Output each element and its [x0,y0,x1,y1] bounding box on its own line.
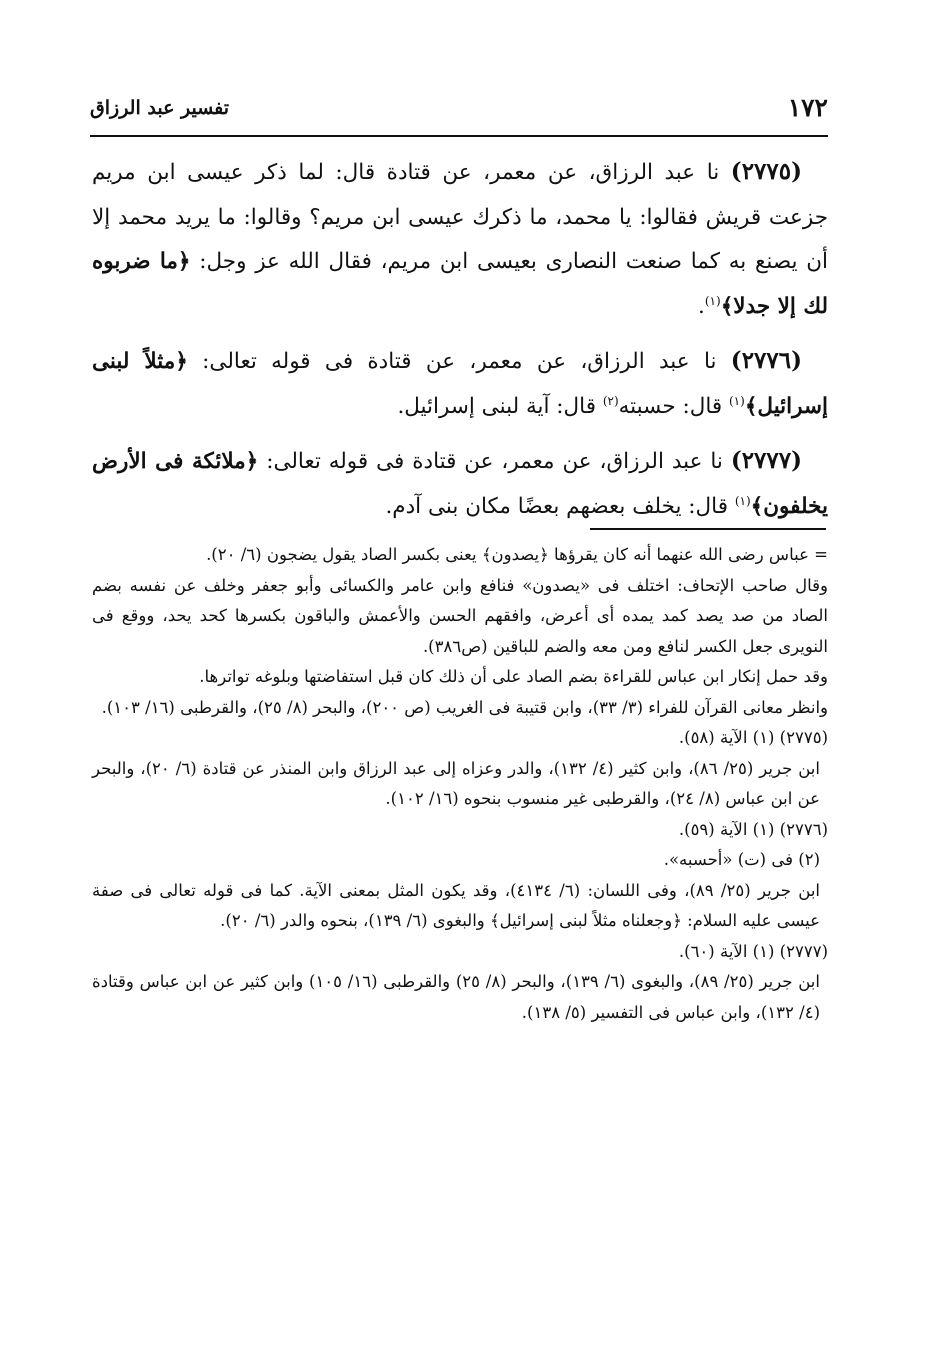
entry-number: (٢٧٧٥) [730,158,802,185]
footnote-heading-2777: (٢٧٧٧) (١) الآية (٦٠). [678,941,828,961]
entry-text: نا عبد الرزاق، عن معمر، عن قتادة فى قوله تعالى: [187,349,731,374]
footnote-continuation: وقد حمل إنكار ابن عباس للقراءة بضم الصاد على أن ذلك كان قبل استفاضتها وبلوغه تواترها. [199,667,828,686]
entry-text: قال: آية لبنى إسرائيل. [397,393,603,419]
page-header [90,93,828,127]
footnote-ref: (١) [734,493,751,508]
footnote-ref: (١) [728,393,745,408]
quran-quote: ﴿ما ضربوه لك إلا جدلا﴾ [92,249,828,319]
running-title: تفسير عبد الرزاق [90,97,230,119]
footnote-body-2775: ابن جرير (٢٥/ ٨٦)، وابن كثير (٤/ ١٣٢)، والدر وعزاه إلى عبد الرزاق وابن المنذر عن قتادة (٦/ ٢٠)، والبحر عن ابن عباس (٨/ ٢٤)، والقرطبى غير منسوب بنحوه (١٦/ ١٠٢). [92,758,820,808]
entry-2776 [92,339,828,429]
entry-2777 [92,439,828,529]
entry-text: نا عبد الرزاق، عن معمر، عن قتادة قال: لما ذكر عيسى ابن مريم جزعت قريش فقالوا: يا محمد، ما ذكرك عيسى ابن مريم؟ وقالوا: ما يريد محمد إلا أن يصنع به كما صنعت النصارى بعيسى ابن مريم، فقال الله عز وجل: [92,160,828,274]
entry-number: (٢٧٧٦) [730,347,802,374]
footnote-body-2777: ابن جرير (٢٥/ ٨٩)، والبغوى (٦/ ١٣٩)، والبحر (٨/ ٢٥) والقرطبى (١٦/ ١٠٥) وابن كثير عن ابن عباس وقتادة (٤/ ١٣٢)، وابن عباس فى التفسير (٥/ ١٣٨). [92,972,820,1022]
footnote-heading-2775: (٢٧٧٥) (١) الآية (٥٨). [678,728,828,747]
footnote-ref: (١) [704,293,721,308]
header-rule [90,135,828,137]
footnote-ref: (٢) [602,393,619,408]
footnote-separator [590,528,826,530]
entry-text: قال: حسبته [618,393,729,419]
footnote-continuation: = عباس رضى الله عنهما أنه كان يقرؤها ﴿يصدون﴾ يعنى بكسر الصاد يقول يضجون (٦/ ٢٠). [206,545,828,564]
entry-text: . [698,293,705,319]
entry-2775 [92,150,828,329]
page-number: ١٧٢ [787,93,828,122]
footnote-continuation: وقال صاحب الإتحاف: اختلف فى «يصدون» فنافع وابن عامر والكسائى وأبو جعفر وخلف عن نفسه بضم الصاد من صد يصد كمد يمده أى أعرض، وافقهم الحسن والأعمش والباقون بكسرها كحد يحد، ووقع فى النويرى جعل الكسر لنافع ومن معه والضم للباقين (ص٣٨٦). [92,575,828,656]
entry-text: نا عبد الرزاق، عن معمر، عن قتادة فى قوله تعالى: [258,449,731,474]
footnotes [92,540,828,1028]
main-text [92,150,828,539]
quran-quote: ﴿ملائكة فى الأرض يخلفون﴾ [92,449,828,519]
entry-number: (٢٧٧٧) [730,447,803,474]
entry-text: قال: يخلف بعضهم بعضًا مكان بنى آدم. [385,493,735,519]
footnote-2776-2: (٢) فى (ت) «أحسبه». [663,850,820,869]
quran-quote: ﴿مثلاً لبنى إسرائيل﴾ [92,349,828,419]
footnote-continuation: وانظر معانى القرآن للفراء (٣/ ٣٣)، وابن قتيبة فى الغريب (ص ٢٠٠)، والبحر (٨/ ٢٥)، والقرطبى (١٦/ ١٠٣). [101,697,828,717]
footnote-heading-2776: (٢٧٧٦) (١) الآية (٥٩). [678,819,828,839]
footnote-body-2776: ابن جرير (٢٥/ ٨٩)، وفى اللسان: (٦/ ٤١٣٤)، وقد يكون المثل بمعنى الآية. كما فى قوله تعالى فى صفة عيسى عليه السلام: ﴿وجعلناه مثلاً لبنى إسرائيل﴾ والبغوى (٦/ ١٣٩)، بنحوه والدر (٦/ ٢٠). [92,880,820,930]
